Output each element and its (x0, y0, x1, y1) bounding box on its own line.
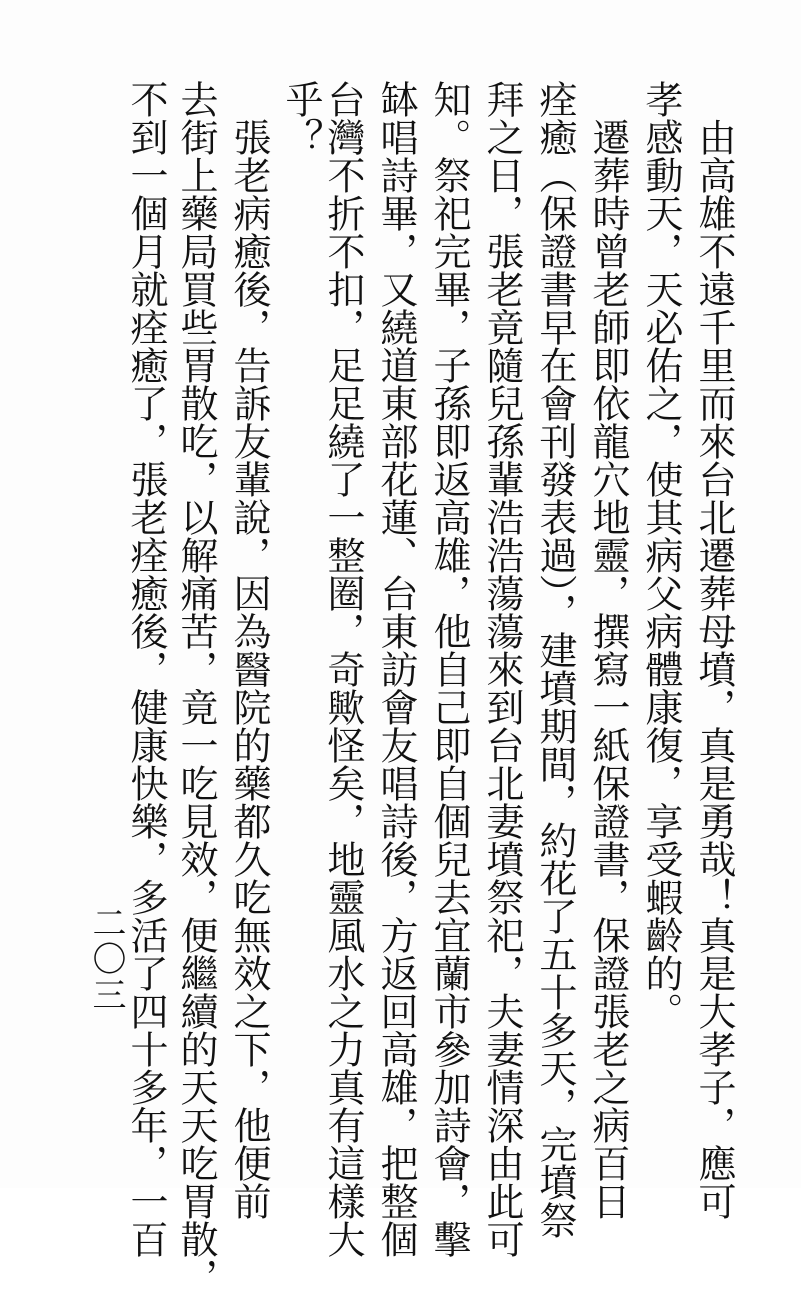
text-column-10: 張老病癒後，告訴友輩說，因為醫院的藥都久吃無效之下，他便前 (227, 80, 272, 1220)
text-column-8: 台灣不折不扣，足足繞了一整圈，奇歟怪矣，地靈風水之力真有這樣大 (321, 80, 366, 1258)
text-column-6: 知。祭祀完畢，子孫即返高雄，他自己即自個兒去宜蘭市參加詩會，擊 (427, 80, 472, 1258)
text-column-2: 孝感動天，天必佑之，使其病父病體康復，享受蝦齡的。 (639, 80, 684, 1030)
text-column-12: 不到一個月就痊癒了，張老痊癒後，健康快樂，多活了四十多年，一百 (124, 80, 169, 1258)
text-column-7: 缽唱詩畢，又繞道東部花蓮、台東訪會友唱詩後，方返回高雄，把整個 (374, 80, 419, 1258)
text-column-5: 拜之日，張老竟隨兒孫輩浩浩蕩蕩來到台北妻墳祭祀，夫妻情深由此可 (480, 80, 525, 1258)
text-column-11: 去街上藥局買些胃散吃，以解痛苦，竟一吃見效，便繼續的天天吃胃散， (174, 80, 219, 1296)
text-column-1: 由高雄不遠千里而來台北遷葬母墳，真是勇哉！真是大孝子，應可 (692, 80, 737, 1220)
text-column-9: 乎？ (279, 80, 324, 156)
page-number: 二〇三 (86, 905, 126, 1013)
text-column-4: 痊癒（保證書早在會刊發表過），建墳期間，約花了五十多天，完墳祭 (533, 80, 578, 1239)
text-column-3: 遷葬時曾老師即依龍穴地靈，撰寫一紙保證書，保證張老之病百日 (586, 80, 631, 1220)
